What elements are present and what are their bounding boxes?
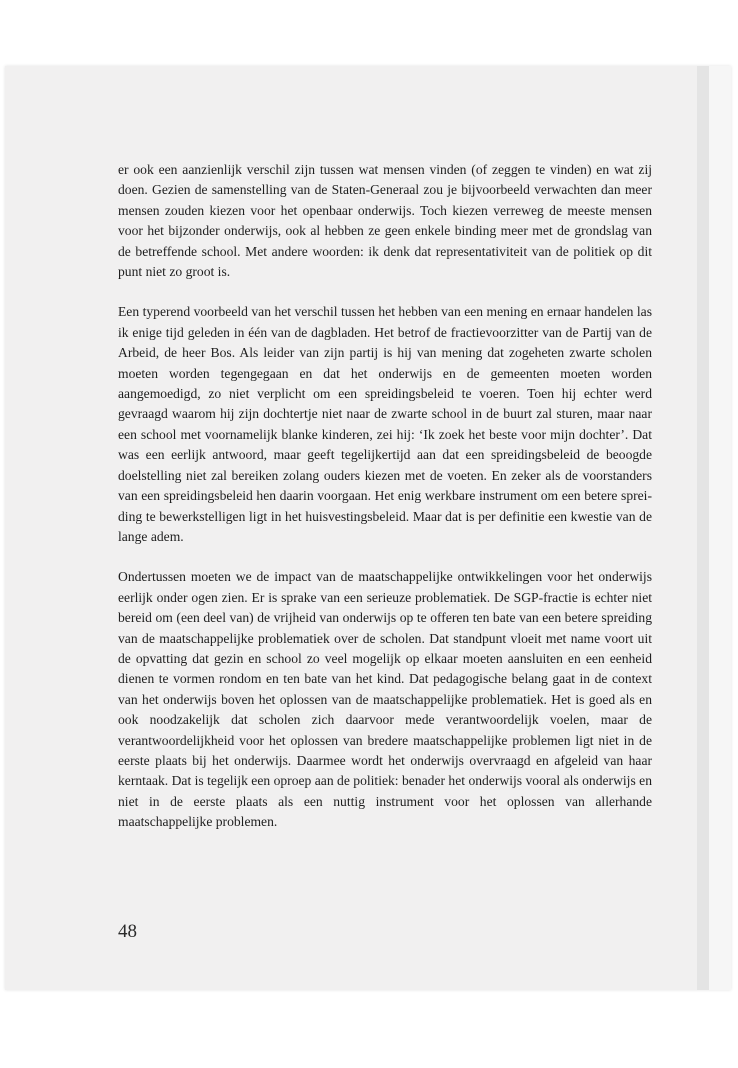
paragraph-1: er ook een aanzienlijk verschil zijn tussen wat mensen vinden (of zeggen te vinden) en wat zij doen. Gezien de samenstelling van de Staten-Generaal zou je bijvoorbeeld verwachten dan meer mensen zouden kiezen voor het openbaar onderwijs. Toch kiezen verreweg de meeste mensen voor het bijzonder onderwijs, ook al hebben ze geen enkele binding meer met de grondslag van de betreffende school. Met andere woorden: ik denk dat representativiteit van de politiek op dit punt niet zo groot is. (118, 162, 652, 280)
paragraph-3: Ondertussen moeten we de impact van de maatschappelijke ontwikkelingen voor het onderwijs eerlijk onder ogen zien. Er is sprake van een serieuze problematiek. De SGP-fractie is echter niet bereid om (een deel van) de vrijheid van onderwijs op te offeren ten bate van een betere spreiding van de maatschappelijke problematiek over de scholen. Dat standpunt vloeit met name voort uit de opvatting dat gezin en school zo veel mogelijk op elkaar moeten aansluiten en een eenheid dienen te vormen rondom en ten bate van het kind. Dat pedagogische belang gaat in de context van het onderwijs boven het oplossen van de maatschappelijke problematiek. Het is goed als en ook noodzakelijk dat scholen zich daarvoor mede verantwoordelijk voelen, maar de verantwoordelijkheid voor het oplossen van bredere maatschappelijke problemen ligt niet in de eerste plaats bij het onderwijs. Daarmee wordt het onderwijs overvraagd en afgeleid van haar kerntaak. Dat is tegelijk een oproep aan de politiek: benader het onderwijs vooral als onderwijs en niet in de eerste plaats als een nuttig instrument voor het oplossen van allerhande maatschappelijke problemen. (118, 569, 652, 830)
paragraph-2: Een typerend voorbeeld van het verschil tussen het hebben van een mening en ernaar handelen las ik enige tijd geleden in één van de dagbladen. Het betrof de fractievoorzitter van de Partij van de Arbeid, de heer Bos. Als leider van zijn partij is hij van mening dat zogeheten zwarte scholen moeten worden tegengegaan en dat het onderwijs en de gemeenten moeten worden aangemoedigd, zo niet verplicht om een spreidingsbeleid te voeren. Toen hij echter werd gevraagd waarom hij zijn dochtertje niet naar de zwarte school in de buurt zal sturen, maar naar een school met voornamelijk blanke kinderen, zei hij: ‘Ik zoek het beste voor mijn dochter’. Dat was een eerlijk antwoord, maar geeft tegelijkertijd aan dat een spreidingsbeleid de beoogde doelstelling niet zal bereiken zolang ouders kiezen met de voeten. En zeker als de voorstanders van een spreidingsbeleid hen daarin voorgaan. Het enig werkbare instrument om een betere spreiding te bewerkstelligen ligt in het huisvestingsbeleid. Maar dat is per definitie een kwestie van de lange adem. (118, 304, 652, 544)
page-number: 48 (118, 921, 137, 942)
body-text (118, 160, 652, 853)
page-edge (709, 66, 731, 990)
page-edge-shadow (697, 66, 709, 990)
